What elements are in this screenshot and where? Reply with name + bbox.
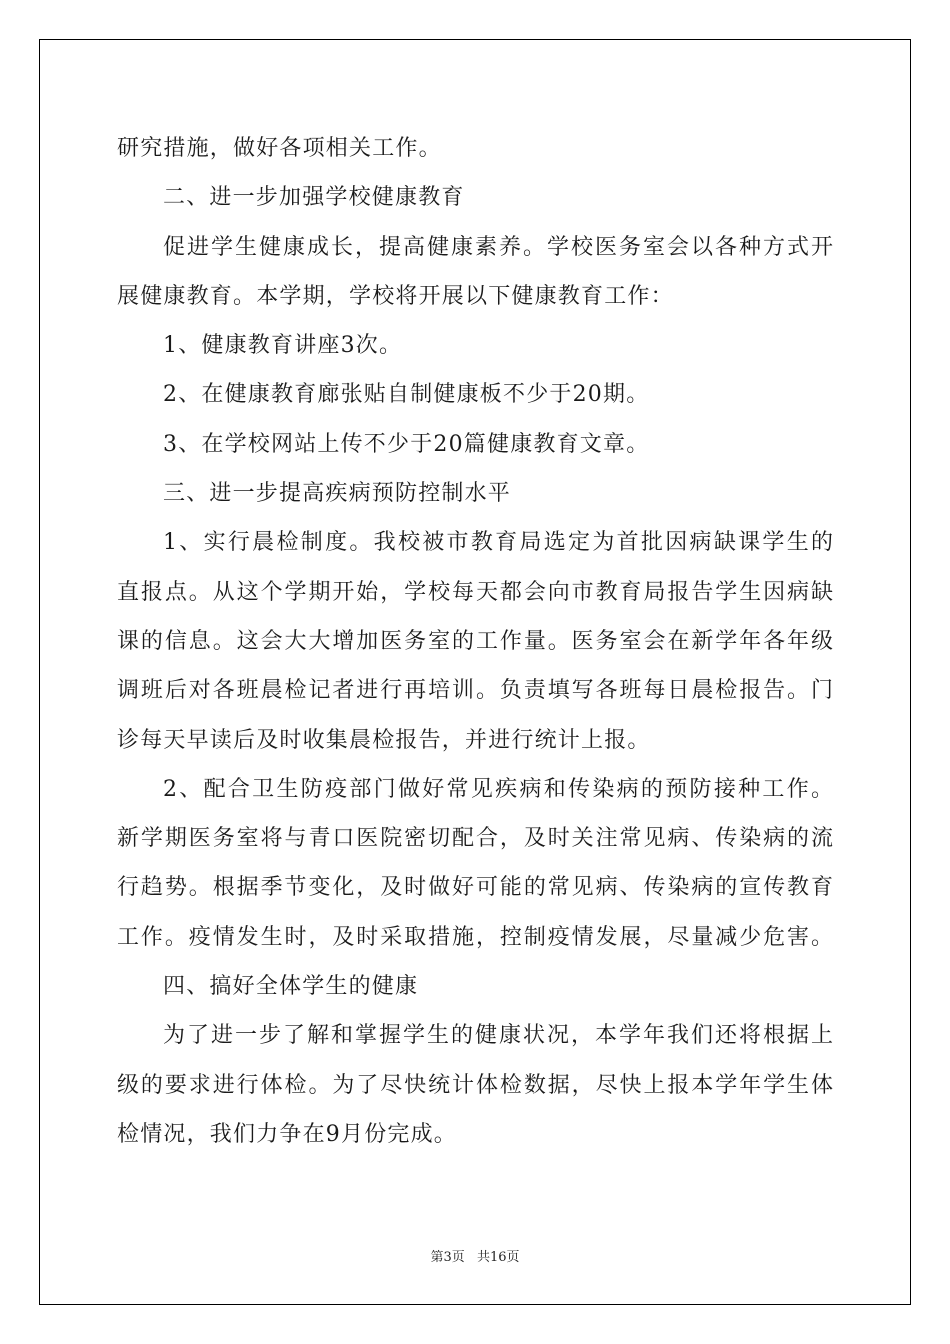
text-line: 新学期医务室将与青口医院密切配合，及时关注常见病、传染病的流 [117,826,833,852]
text-line: 课的信息。这会大大增加医务室的工作量。医务室会在新学年各年级 [117,628,833,654]
text-line: 2、在健康教育廊张贴自制健康板不少于20期。 [163,382,650,408]
text-line: 1、健康教育讲座3次。 [163,333,403,359]
document-body [117,124,833,1159]
text-line: 四、搞好全体学生的健康 [163,974,419,1000]
text-line: 直报点。从这个学期开始，学校每天都会向市教育局报告学生因病缺 [117,579,833,605]
text-line: 2、配合卫生防疫部门做好常见疾病和传染病的预防接种工作。 [163,776,833,802]
text-line: 工作。疫情发生时，及时采取措施，控制疫情发展，尽量减少危害。 [117,924,833,950]
text-line: 1、实行晨检制度。我校被市教育局选定为首批因病缺课学生的 [163,530,833,556]
page-total: 共16页 [476,1250,520,1265]
text-line: 研究措施，做好各项相关工作。 [117,136,442,161]
text-line: 三、进一步提高疾病预防控制水平 [163,481,512,507]
text-line: 二、进一步加强学校健康教育 [163,185,465,211]
text-line: 行趋势。根据季节变化，及时做好可能的常见病、传染病的宣传教育 [117,875,833,901]
text-line: 检情况，我们力争在9月份完成。 [117,1121,457,1147]
text-line: 级的要求进行体检。为了尽快统计体检数据，尽快上报本学年学生体 [117,1072,833,1098]
text-line: 诊每天早读后及时收集晨检报告，并进行统计上报。 [117,727,651,753]
text-line: 调班后对各班晨检记者进行再培训。负责填写各班每日晨检报告。门 [117,678,833,704]
text-line: 展健康教育。本学期，学校将开展以下健康教育工作： [117,283,674,309]
text-line: 3、在学校网站上传不少于20篇健康教育文章。 [163,431,650,457]
page-number: 第3页 [430,1250,465,1265]
text-line: 促进学生健康成长，提高健康素养。学校医务室会以各种方式开 [163,234,833,260]
text-line: 为了进一步了解和掌握学生的健康状况，本学年我们还将根据上 [163,1023,833,1049]
page-footer [0,1246,950,1265]
